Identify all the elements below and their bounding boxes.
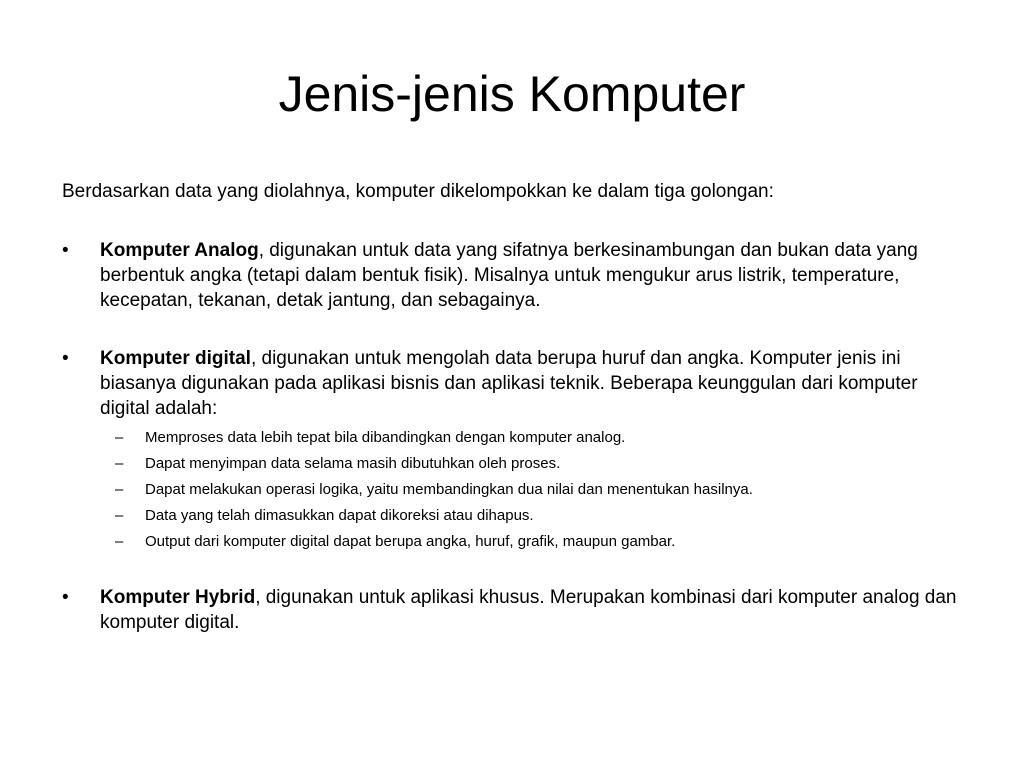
bullet-komputer-digital xyxy=(62,346,962,555)
slide-title: Jenis-jenis Komputer xyxy=(278,66,746,122)
sub-marker: – xyxy=(115,507,124,524)
bullet-marker: • xyxy=(62,587,69,608)
bullet-term: Komputer Analog xyxy=(100,240,259,261)
sub-item-text: Data yang telah dimasukkan dapat dikoreksi atau dihapus. xyxy=(145,507,534,524)
sub-list-item xyxy=(100,529,962,555)
sub-list-item xyxy=(100,503,962,529)
sub-list-item xyxy=(100,425,962,451)
bullet-komputer-hybrid xyxy=(62,585,962,635)
bullet-term: Komputer Hybrid xyxy=(100,587,256,608)
sub-list xyxy=(100,425,962,555)
sub-item-text: Memproses data lebih tepat bila dibandingkan dengan komputer analog. xyxy=(145,429,626,446)
bullet-text: , digunakan untuk aplikasi khusus. Merupakan kombinasi dari komputer analog dan komputer digital. xyxy=(100,587,957,633)
sub-item-text: Dapat melakukan operasi logika, yaitu membandingkan dua nilai dan menentukan hasilnya. xyxy=(145,481,753,498)
bullet-marker: • xyxy=(62,348,69,369)
sub-marker: – xyxy=(115,429,124,446)
bullet-term: Komputer digital xyxy=(100,348,251,369)
sub-list-item xyxy=(100,451,962,477)
sub-item-text: Output dari komputer digital dapat berupa angka, huruf, grafik, maupun gambar. xyxy=(145,533,676,550)
bullet-text: , digunakan untuk mengolah data berupa huruf dan angka. Komputer jenis ini biasanya digunakan pada aplikasi bisnis dan aplikasi teknik. Beberapa keunggulan dari komputer digital adalah: xyxy=(100,348,918,419)
bullet-text: , digunakan untuk data yang sifatnya berkesinambungan dan bukan data yang berbentuk angka (tetapi dalam bentuk fisik). Misalnya untuk mengukur arus listrik, temperature, kecepatan, tekanan, detak jantung, dan sebagainya. xyxy=(100,240,918,311)
bullet-marker: • xyxy=(62,240,69,261)
slide-content xyxy=(62,180,962,665)
sub-marker: – xyxy=(115,455,124,472)
intro-text: Berdasarkan data yang diolahnya, komputer dikelompokkan ke dalam tiga golongan: xyxy=(62,181,774,202)
sub-marker: – xyxy=(115,533,124,550)
bullet-komputer-analog xyxy=(62,238,962,313)
sub-item-text: Dapat menyimpan data selama masih dibutuhkan oleh proses. xyxy=(145,455,561,472)
sub-list-item xyxy=(100,477,962,503)
sub-marker: – xyxy=(115,481,124,498)
